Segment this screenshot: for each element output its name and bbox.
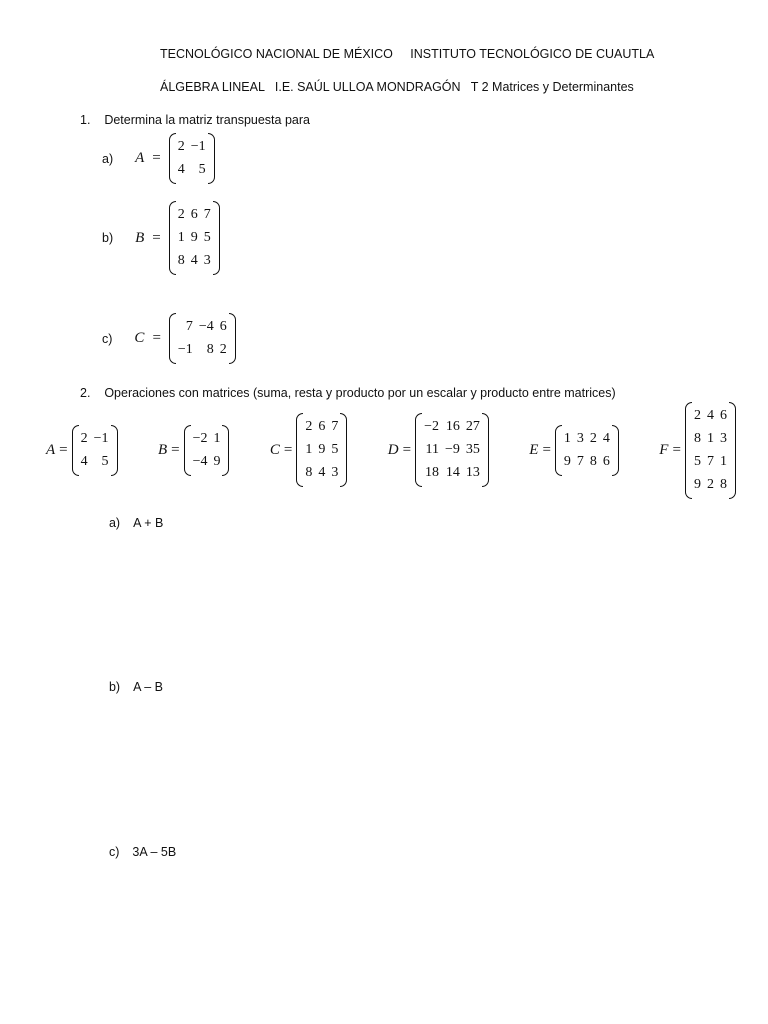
left-paren xyxy=(169,201,176,275)
matrix-cell: 5 xyxy=(198,162,206,177)
matrix xyxy=(685,402,736,499)
q2-task-c xyxy=(102,831,176,859)
left-paren xyxy=(296,413,303,487)
equals-sign: = xyxy=(171,441,180,458)
matrix-cell: 1 xyxy=(563,430,571,446)
matrix-cell: 6 xyxy=(219,319,227,334)
item-label: b) xyxy=(102,231,114,245)
matrix-cell: 3 xyxy=(331,465,339,480)
matrix-cell: 9 xyxy=(190,230,198,245)
right-paren xyxy=(340,413,347,487)
matrix xyxy=(415,413,489,487)
matrix-cell: 1 xyxy=(213,430,221,446)
matrix-cell: −2 xyxy=(424,419,439,434)
matrix-cell: −2 xyxy=(192,430,208,446)
q1-item-c xyxy=(102,313,236,364)
matrix-cell: −4 xyxy=(192,453,208,469)
matrix-cell: 2 xyxy=(693,407,701,423)
matrix xyxy=(555,425,619,476)
equals-sign: = xyxy=(59,441,68,458)
left-paren xyxy=(169,313,176,364)
matrix-variable: C xyxy=(269,441,280,458)
equals-sign: = xyxy=(402,441,412,458)
matrix-cell: 4 xyxy=(177,162,185,177)
q2-task-b xyxy=(102,666,163,694)
matrix-cell: 7 xyxy=(185,319,193,334)
matrix-cell: 9 xyxy=(693,476,701,492)
matrix-cell: 35 xyxy=(465,442,480,457)
matrix-def-b xyxy=(158,425,230,476)
matrix-def-f xyxy=(659,402,736,499)
matrix-cell: 8 xyxy=(206,342,214,357)
matrix-cell: 8 xyxy=(589,453,597,469)
matrix-grid xyxy=(562,425,612,476)
matrix-variable: F xyxy=(659,441,669,458)
matrix-cell: 2 xyxy=(589,430,597,446)
matrix-cell: 14 xyxy=(445,465,460,480)
matrix-variable: B xyxy=(157,441,168,458)
matrix-cell: 5 xyxy=(203,230,211,245)
matrix-grid xyxy=(176,201,213,275)
matrix-cell: 1 xyxy=(305,442,313,457)
matrix-cell: 8 xyxy=(693,430,701,446)
matrix-cell: −9 xyxy=(444,442,460,457)
matrix-grid xyxy=(692,402,729,499)
task-label: b) xyxy=(108,680,121,694)
matrix-cell: 3 xyxy=(576,430,584,446)
task-label: a) xyxy=(108,516,121,530)
matrix xyxy=(72,425,118,476)
right-paren xyxy=(208,133,215,184)
matrix-cell: 2 xyxy=(177,139,185,154)
matrix-cell: 7 xyxy=(706,453,714,469)
task-text: A – B xyxy=(133,680,163,694)
matrix-def-e xyxy=(529,425,619,476)
q1-item-a xyxy=(102,133,215,184)
matrix-cell: 4 xyxy=(602,430,610,446)
matrix xyxy=(169,313,236,364)
matrix-cell: 16 xyxy=(445,419,460,434)
matrix-cell: 6 xyxy=(719,407,727,423)
matrix-cell: 2 xyxy=(177,207,185,222)
matrix-variable: B xyxy=(135,229,145,246)
matrix-definitions xyxy=(46,404,736,496)
q1-item-b xyxy=(102,201,220,275)
left-paren xyxy=(555,425,562,476)
matrix xyxy=(169,201,220,275)
matrix-cell: −4 xyxy=(198,319,214,334)
matrix-cell: 1 xyxy=(177,230,185,245)
matrix-def-c xyxy=(270,413,347,487)
matrix-variable: E xyxy=(529,441,539,458)
right-paren xyxy=(213,201,220,275)
matrix-grid xyxy=(422,413,482,487)
matrix-variable: D xyxy=(387,441,399,458)
matrix-cell: 27 xyxy=(465,419,480,434)
header-line-1: TECNOLÓGICO NACIONAL DE MÉXICO INSTITUTO TECNOLÓGICO DE CUAUTLA xyxy=(160,47,655,61)
matrix-def-d xyxy=(388,413,489,487)
matrix-grid xyxy=(191,425,223,476)
matrix-cell: 13 xyxy=(465,465,480,480)
matrix xyxy=(169,133,215,184)
matrix-grid xyxy=(79,425,111,476)
matrix-cell: 2 xyxy=(305,419,313,434)
matrix-cell: −1 xyxy=(190,139,206,154)
matrix-variable: A xyxy=(135,150,145,166)
matrix-cell: 8 xyxy=(719,476,727,492)
right-paren xyxy=(111,425,118,476)
right-paren xyxy=(729,402,736,499)
right-paren xyxy=(612,425,619,476)
matrix-cell: −1 xyxy=(93,430,109,446)
equals-sign: = xyxy=(542,441,551,458)
left-paren xyxy=(415,413,422,487)
left-paren xyxy=(685,402,692,499)
matrix-cell: 4 xyxy=(80,453,88,469)
right-paren xyxy=(229,313,236,364)
equals-sign: = xyxy=(152,330,161,346)
equals-sign: = xyxy=(283,441,293,458)
matrix-cell: 4 xyxy=(318,465,326,480)
matrix-cell: 2 xyxy=(219,342,227,357)
task-label: c) xyxy=(108,845,120,859)
matrix-grid xyxy=(303,413,340,487)
matrix-cell: 7 xyxy=(331,419,339,434)
item-label: a) xyxy=(102,151,114,166)
right-paren xyxy=(482,413,489,487)
matrix-cell: 2 xyxy=(80,430,88,446)
matrix-cell: 6 xyxy=(318,419,326,434)
matrix-cell: 9 xyxy=(213,453,221,469)
matrix-grid xyxy=(176,313,229,364)
matrix-cell: 5 xyxy=(331,442,339,457)
question-1-text: 1. Determina la matriz transpuesta para xyxy=(80,113,310,127)
equals-sign: = xyxy=(152,229,161,246)
task-text: A + B xyxy=(133,516,164,530)
matrix-cell: 9 xyxy=(318,442,326,457)
matrix-cell: 3 xyxy=(719,430,727,446)
matrix-cell: 11 xyxy=(425,442,439,457)
left-paren xyxy=(184,425,191,476)
question-2-text: 2. Operaciones con matrices (suma, resta y producto por un escalar y producto entre matrices) xyxy=(80,386,616,400)
left-paren xyxy=(72,425,79,476)
matrix xyxy=(184,425,230,476)
matrix-cell: 5 xyxy=(693,453,701,469)
matrix-cell: 1 xyxy=(719,453,727,469)
matrix-cell: 4 xyxy=(190,253,198,268)
matrix-cell: 18 xyxy=(424,465,439,480)
header-line-2: ÁLGEBRA LINEAL I.E. SAÚL ULLOA MONDRAGÓN T 2 Matrices y Determinantes xyxy=(160,80,634,94)
matrix-cell: 5 xyxy=(101,453,109,469)
q2-task-a xyxy=(102,502,163,530)
matrix-cell: 1 xyxy=(706,430,714,446)
right-paren xyxy=(222,425,229,476)
matrix-cell: 9 xyxy=(563,453,571,469)
matrix-cell: 8 xyxy=(177,253,185,268)
matrix-cell: 8 xyxy=(305,465,313,480)
matrix-grid xyxy=(176,133,208,184)
matrix-cell: 7 xyxy=(203,207,211,222)
matrix xyxy=(296,413,347,487)
matrix-cell: 4 xyxy=(706,407,714,423)
matrix-def-a xyxy=(46,425,118,476)
matrix-cell: −1 xyxy=(177,342,193,357)
matrix-cell: 3 xyxy=(203,253,211,268)
item-label: c) xyxy=(102,331,113,346)
matrix-variable: A xyxy=(46,441,56,458)
matrix-cell: 7 xyxy=(576,453,584,469)
matrix-variable: C xyxy=(134,330,145,346)
left-paren xyxy=(169,133,176,184)
equals-sign: = xyxy=(152,150,161,166)
equals-sign: = xyxy=(672,441,681,458)
task-text: 3A – 5B xyxy=(132,845,177,859)
matrix-cell: 2 xyxy=(706,476,714,492)
matrix-cell: 6 xyxy=(602,453,610,469)
matrix-cell: 6 xyxy=(190,207,198,222)
